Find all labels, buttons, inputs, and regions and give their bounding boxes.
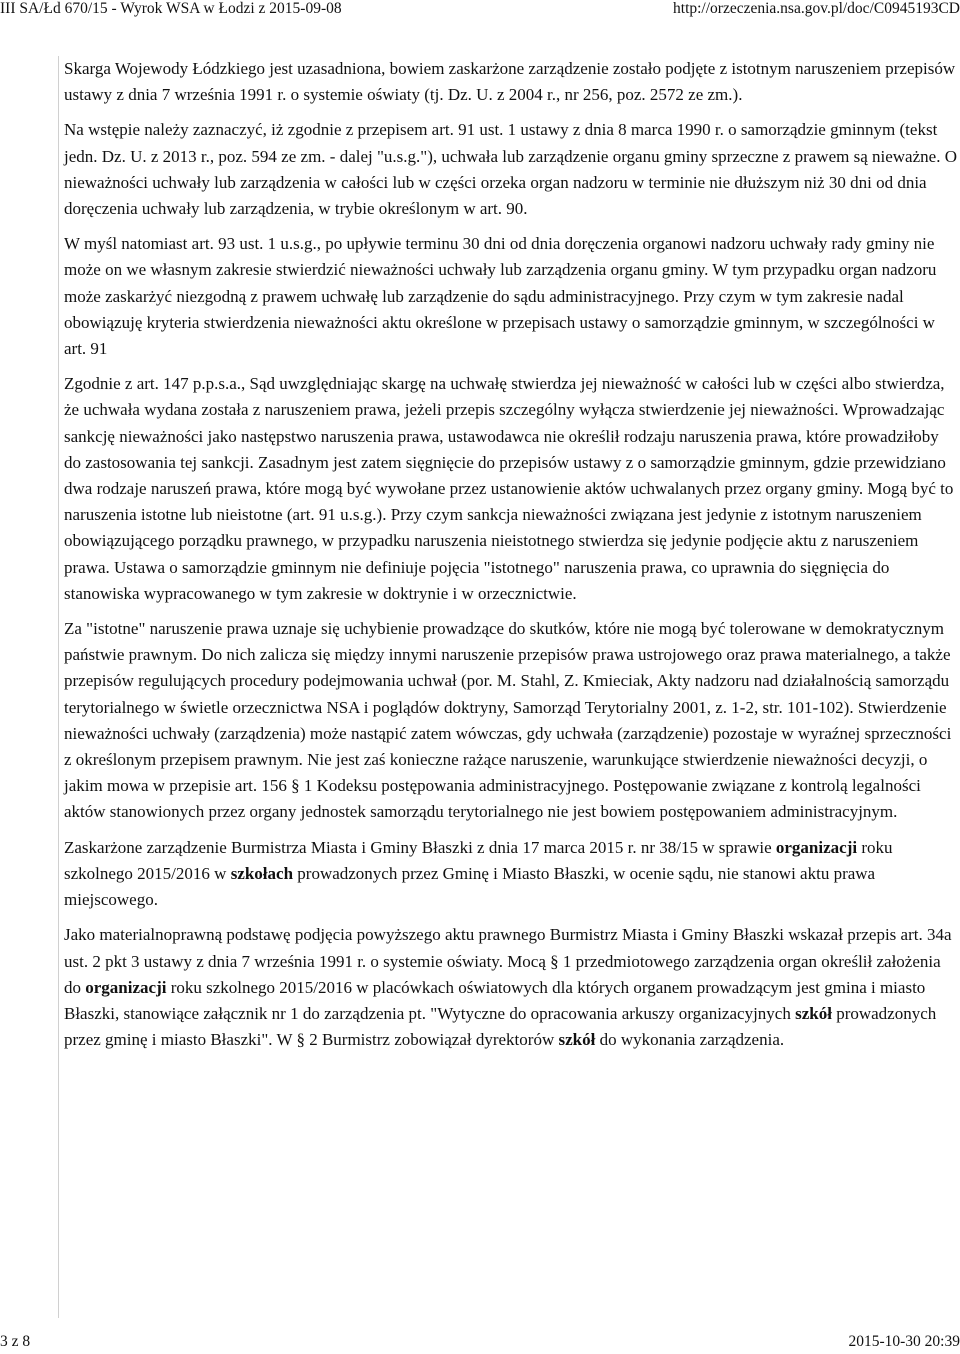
header-url: http://orzeczenia.nsa.gov.pl/doc/C0945193CD — [673, 0, 960, 17]
text-segment: Za "istotne" naruszenie prawa uznaje się uchybienie prowadzące do skutków, które nie mogą być tolerowane w demokratycznym państwie prawnym. Do nich zalicza się między innymi naruszenie przepisów prawa ustrojowego oraz prawa materialnego, a także przepisów regulujących procedury podejmowania uchwał (por. M. Stahl, Z. Kmieciak, Akty nadzoru nad działalnością samorządu terytorialnego w świetle orzecznictwa NSA i poglądów doktryny, Samorząd Terytorialny 2001, z. 1-2, str. 101-102). Stwierdzenie nieważności uchwały (zarządzenia) może nastąpić zatem wówczas, gdy uchwała (zarządzenie) pozostaje w wyraźnej sprzeczności z określonym przepisem prawnym. Nie jest zaś konieczne rażące naruszenie, warunkujące stwierdzenie nieważności decyzji, o jakim mowa w przepisie art. 156 § 1 Kodeksu postępowania administracyjnego. Postępowanie związane z kontrolą legalności aktów stanowionych przez organy jednostek samorządu terytorialnego nie jest bowiem postępowaniem administracyjnym. — [64, 619, 952, 822]
text-segment: do wykonania zarządzenia. — [595, 1030, 785, 1050]
paragraph-gap — [64, 607, 959, 616]
text-segment: Na wstępie należy zaznaczyć, iż zgodnie z przepisem art. 91 ust. 1 ustawy z dnia 8 marca 1990 r. o samorządzie gminnym (tekst jedn. Dz. U. z 2013 r., poz. 594 ze zm. - dalej "u.s.g."), uchwała lub zarządzenie organu gminy sprzeczne z prawem są nieważne. O nieważności uchwały lub zarządzenia w całości lub w części orzeka organ nadzoru w terminie nie dłuższym niż 30 dni od dnia doręczenia uchwały lub zarządzenia, w trybie określonym w art. 90. — [64, 120, 957, 219]
text-segment: Skarga Wojewody Łódzkiego jest uzasadniona, bowiem zaskarżone zarządzenie zostało podjęte z istotnym naruszeniem przepisów ustawy z dnia 7 września 1991 r. o systemie oświaty (tj. Dz. U. z 2004 r., nr 256, poz. 2572 ze zm.). — [64, 59, 956, 105]
page-footer — [0, 1333, 960, 1353]
paragraph — [64, 835, 959, 914]
paragraph-gap — [64, 108, 959, 117]
bold-term: organizacji — [775, 837, 858, 857]
paragraph — [64, 231, 959, 362]
document-text — [59, 56, 959, 1053]
document-body — [58, 56, 959, 1318]
text-segment: prowadzonych przez gminę i miasto Błaszki". W § 2 Burmistrz zobowiązał dyrektorów — [64, 1003, 937, 1050]
header-title: III SA/Łd 670/15 - Wyrok WSA w Łodzi z 2015-09-08 — [0, 0, 342, 17]
paragraph — [64, 922, 959, 1053]
text-segment: Jako materialnoprawną podstawę podjęcia powyższego aktu prawnego Burmistrz Miasta i Gminy Błaszki wskazał przepis art. 34a ust. 2 pkt 3 ustawy z dnia 7 września 1991 r. o systemie oświaty. Mocą § 1 przedmiotowego zarządzenia organ określił założenia do — [64, 925, 952, 997]
paragraph-gap — [64, 826, 959, 835]
text-segment: Zgodnie z art. 147 p.p.s.a., Sąd uwzględniając skargę na uchwałę stwierdza jej nieważność w całości lub w części albo stwierdza, że uchwała wydana została z naruszeniem prawa, jeżeli przepis szczególny wyłącza stwierdzenie jej nieważności. Wprowadzając sankcję nieważności jako następstwo naruszenia prawa, ustawodawca nie określił rodzaju naruszenia prawa, które prowadziłoby do zastosowania tej sankcji. Zasadnym jest zatem sięgnięcie do przepisów ustawy z o samorządzie gminnym, gdzie przewidziano dwa rodzaje naruszeń prawa, które mogą być wywołane przez ustanowienie aktów uchwalanych przez organy gminy. Mogą być to naruszenia istotne lub nieistotne (art. 91 u.s.g.). Przy czym sankcja nieważności związana jest jedynie z istotnym naruszeniem obowiązującego porządku prawnego, w przypadku naruszenia nieistotnego stwierdza się jedynie podjęcie aktu z naruszeniem prawa. Ustawa o samorządzie gminnym nie definiuje pojęcia "istotnego" naruszenia prawa, co uprawnia do sięgnięcia do stanowiska wypracowanego w tym zakresie w doktrynie i w orzecznictwie. — [64, 374, 954, 603]
paragraph — [64, 56, 959, 108]
text-segment: Zaskarżone zarządzenie Burmistrza Miasta i Gminy Błaszki z dnia 17 marca 2015 r. nr 38/15 w sprawie — [64, 837, 776, 857]
text-segment: W myśl natomiast art. 93 ust. 1 u.s.g., po upływie terminu 30 dni od dnia doręczenia organowi nadzoru uchwały rady gminy nie może on we własnym zakresie stwierdzić nieważności uchwały lub zarządzenia organu gminy. W tym przypadku organ nadzoru może zaskarżyć niezgodną z prawem uchwałę lub zarządzenie do sądu administracyjnego. Przy czym w tym zakresie nadal obowiązuję kryteria stwierdzenia nieważności aktu określone w przepisach ustawy o samorządzie gminnym, w szczególności w art. 91 — [64, 234, 937, 359]
text-segment: roku szkolnego 2015/2016 w placówkach oświatowych dla których organem prowadzącym jest gmina i miasto Błaszki, stanowiące załącznik nr 1 do zarządzenia pt. "Wytyczne do opracowania arkuszy organizacyjnych — [64, 977, 926, 1023]
paragraph — [64, 616, 959, 826]
text-segment: prowadzonych przez Gminę i Miasto Błaszki, w ocenie sądu, nie stanowi aktu prawa miejscowego. — [64, 863, 876, 910]
bold-term: organizacji — [85, 977, 167, 997]
paragraph-gap — [64, 913, 959, 922]
paragraph — [64, 371, 959, 607]
paragraph-gap — [64, 362, 959, 371]
paragraph — [64, 117, 959, 222]
bold-term: szkół — [795, 1003, 832, 1023]
print-datetime: 2015-10-30 20:39 — [848, 1333, 960, 1350]
bold-term: szkół — [558, 1030, 596, 1050]
page-header — [0, 0, 960, 20]
page-number: 3 z 8 — [0, 1333, 31, 1350]
paragraph-gap — [64, 222, 959, 231]
text-segment: roku szkolnego 2015/2016 w — [64, 837, 893, 883]
bold-term: szkołach — [230, 863, 294, 883]
